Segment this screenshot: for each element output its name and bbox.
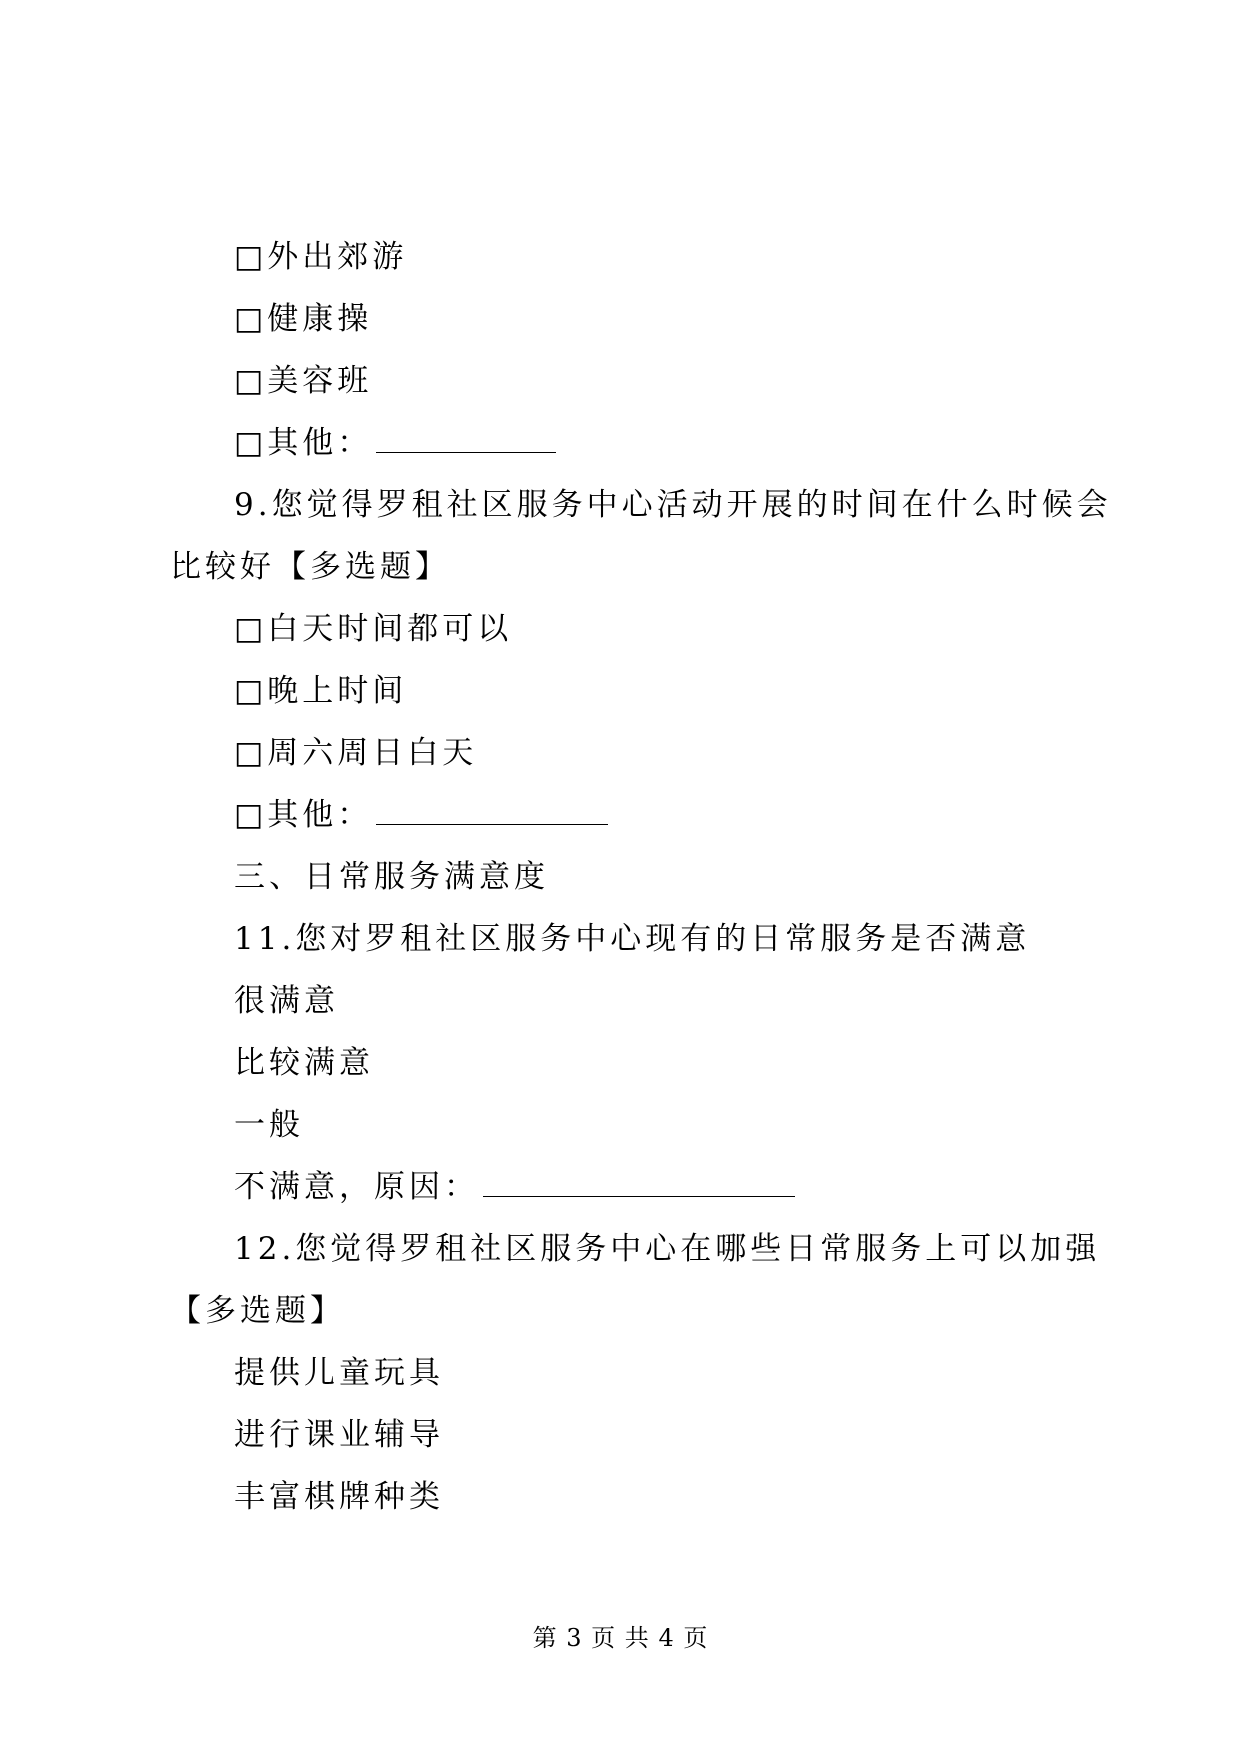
option-outing: □外出郊游 xyxy=(234,239,408,275)
option-satisfied: 比较满意 xyxy=(234,1045,374,1081)
question-11: 11.您对罗租社区服务中心现有的日常服务是否满意 xyxy=(234,921,1031,957)
question-9-continued: 比较好【多选题】 xyxy=(170,549,450,585)
option-very-satisfied: 很满意 xyxy=(234,983,339,1019)
question-9: 9.您觉得罗租社区服务中心活动开展的时间在什么时候会 xyxy=(234,487,1112,523)
question-12: 12.您觉得罗租社区服务中心在哪些日常服务上可以加强 xyxy=(234,1231,1101,1267)
fill-blank xyxy=(376,426,556,453)
question-12-continued: 【多选题】 xyxy=(170,1293,345,1329)
option-unsatisfied: 不满意，原因： xyxy=(234,1167,1154,1207)
option-evening: □晚上时间 xyxy=(234,673,408,709)
fill-blank xyxy=(483,1170,795,1197)
section-heading: 三、日常服务满意度 xyxy=(234,859,549,895)
option-beauty: □美容班 xyxy=(234,363,373,399)
option-toys: 提供儿童玩具 xyxy=(234,1355,444,1391)
option-board-games: 丰富棋牌种类 xyxy=(234,1479,444,1515)
option-other-2: □其他： xyxy=(234,795,1154,835)
option-daytime: □白天时间都可以 xyxy=(234,611,513,647)
option-other-1: □其他： xyxy=(234,423,1154,463)
option-weekend: □周六周日白天 xyxy=(234,735,478,771)
page-footer: 第 3 页 共 4 页 xyxy=(532,1624,709,1652)
fill-blank xyxy=(376,798,608,825)
option-tutoring: 进行课业辅导 xyxy=(234,1417,444,1453)
option-neutral: 一般 xyxy=(234,1107,304,1143)
option-fitness: □健康操 xyxy=(234,301,373,337)
